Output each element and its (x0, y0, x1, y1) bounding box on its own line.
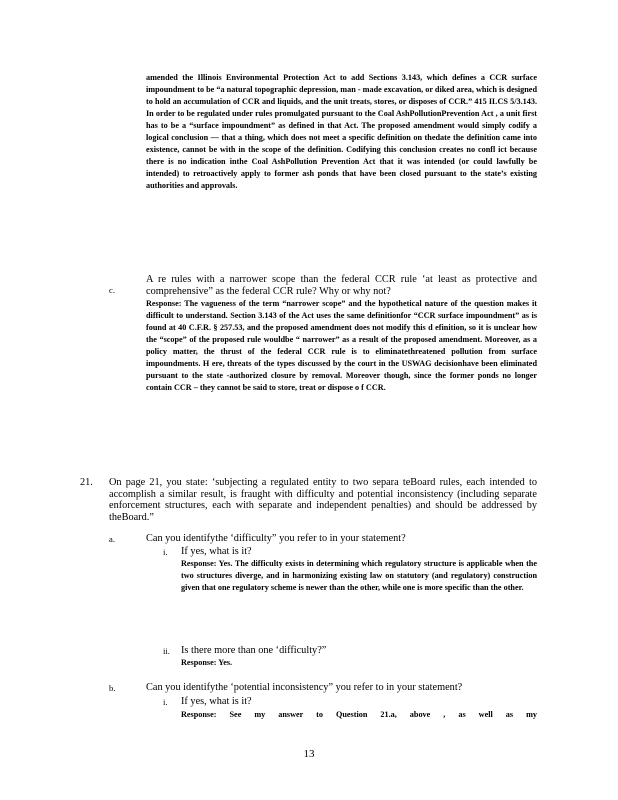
item-21a-ii-question: Is there more than one ‘difficulty?” (181, 645, 327, 656)
item-21b-i-response: Response: See my answer to Question 21.a, above , as well as my (181, 710, 537, 719)
question-21-text: On page 21, you state: ‘subjecting a regulated entity to two separa teBoard rules, each intended to accomplish a similar result, is fraught with difficulty and potential inconsistency (including separate enforcement structures, each with separate and independent penalties) and should be addressed by theBoard.” (109, 477, 537, 523)
item-21a-marker: a. (109, 534, 115, 544)
question-21-number: 21. (80, 477, 93, 488)
item-21a-i-marker: i. (163, 547, 168, 557)
item-21b-marker: b. (109, 683, 116, 693)
item-21b-i-marker: i. (163, 697, 168, 707)
item-21a-ii-response: Response: Yes. (181, 658, 233, 667)
item-21b-i-question: If yes, what is it? (181, 696, 252, 707)
item-21a-ii-marker: ii. (163, 646, 170, 656)
item-21a-i-question: If yes, what is it? (181, 546, 252, 557)
item-21b-question: Can you identifythe ‘potential inconsistency” you refer to in your statement? (146, 682, 463, 693)
item-c-response: Response: The vagueness of the term “narrower scope” and the hypothetical nature of the question makes it difficult to understand. Section 3.143 of the Act uses the same definitionfor “CCR surface impoundment” as is found at 40 C.F.R. § 257.53, and the proposed amendment does not modify this d efinition, so it is unclear how the “scope” of the proposed rule wouldbe “ narrower” as a result of the proposed amendment. Moreover, as a policy matter, the thrust of the federal CCR rule is to eliminatethreatened pollution from surface impoundments. H ere, threats of the types discussed by the court in the USWAG decisionhave been eliminated pursuant to the state -authorized closure by removal. Moreover though, since the former ponds no longer contain CCR – they cannot be said to store, treat or dispose o f CCR. (146, 299, 537, 392)
item-21a-question: Can you identifythe ‘difficulty” you refer to in your statement? (146, 533, 406, 544)
continued-response-text: amended the Illinois Environmental Protection Act to add Sections 3.143, which defines a CCR surface impoundment to be “a natural topographic depression, man - made excavation, or diked area, which is designed to hold an accumulation of CCR and liquids, and the unit treats, stores, or disposes of CCR.” 415 ILCS 5/3.143. In order to be regulated under rules promulgated pursuant to the Coal AshPollutionPrevention Act , a unit first has to be a “surface impoundment” as defined in that Act. The proposed amendment would simply codify a logical conclusion — that a thing, which does not meet a specific definition on thedate the definition came into existence, cannot be with in the scope of the definition. Codifying this conclusion creates no confl ict because there is no indication inthe Coal AshPollution Prevention Act that it was intended (or could lawfully be intended) to retroactively apply to former ash ponds that have been closed pursuant to the state’s existing authorities and approvals. (146, 73, 537, 190)
item-21a-i-response: Response: Yes. The difficulty exists in determining which regulatory structure is applicable when the two structures diverge, and in harmonizing existing law on statutory (and regulatory) construction given that one regulatory scheme is newer than the other, while one is more specific than the other. (181, 559, 537, 592)
item-c-marker: c. (109, 285, 115, 295)
page-number: 13 (303, 748, 315, 760)
item-c-question: A re rules with a narrower scope than the federal CCR rule ‘at least as protective and comprehensive” as the federal CCR rule? Why or why not? (146, 274, 537, 297)
